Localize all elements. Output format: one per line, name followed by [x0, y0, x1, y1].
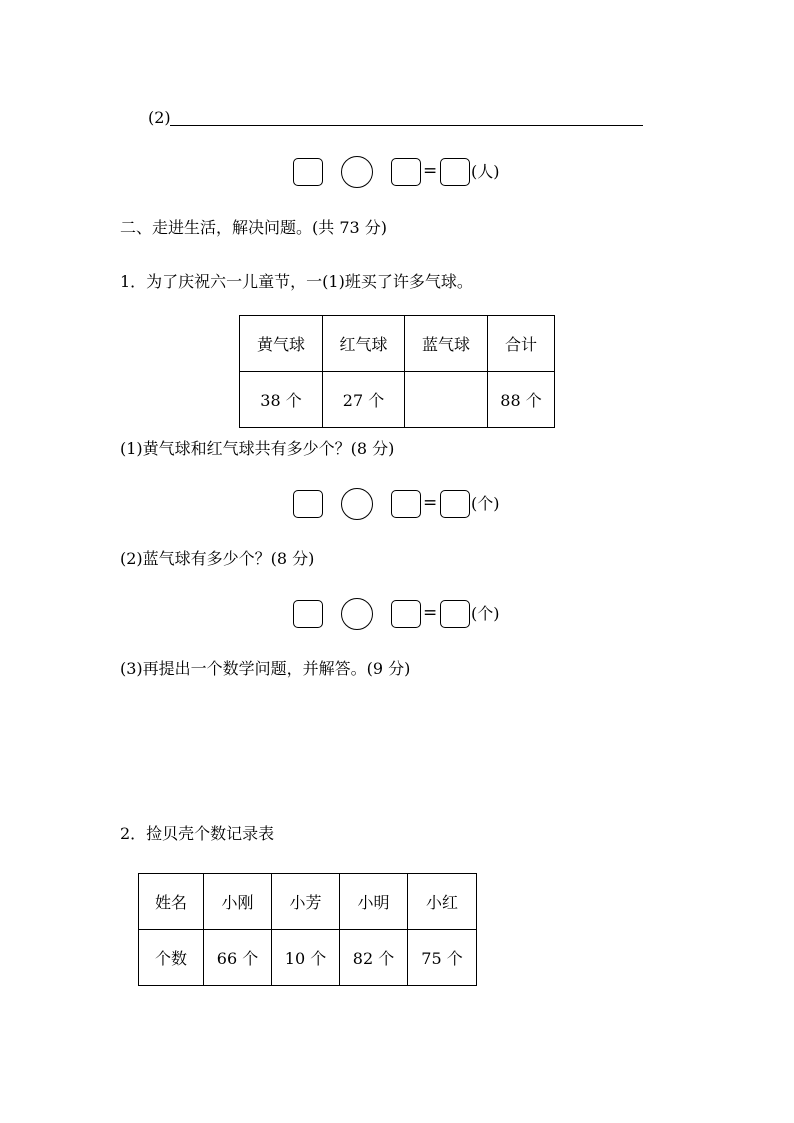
table-header-cell: 小红	[408, 874, 477, 930]
equals-sign: =	[423, 493, 438, 513]
answer-line[interactable]	[170, 125, 643, 126]
answer-area[interactable]	[120, 690, 640, 810]
table-cell: 75 个	[408, 930, 477, 986]
equals-sign: =	[423, 603, 438, 623]
unit-label: (人)	[471, 162, 500, 181]
unit-label: (个)	[471, 604, 500, 623]
table-cell: 66 个	[204, 930, 272, 986]
answer-box[interactable]	[293, 158, 323, 186]
answer-box[interactable]	[391, 490, 421, 518]
sub-question-text: (1)黄气球和红气球共有多少个？(8 分)	[120, 439, 395, 458]
shell-record-table	[138, 873, 477, 986]
table-header-cell: 小芳	[272, 874, 340, 930]
result-box[interactable]	[440, 490, 470, 518]
table-cell: 27 个	[323, 372, 405, 428]
table-header-cell: 小明	[340, 874, 408, 930]
table-header-cell: 合计	[488, 316, 555, 372]
answer-box[interactable]	[391, 600, 421, 628]
sub-question-label: (2)	[148, 108, 171, 127]
equals-sign: =	[423, 161, 438, 181]
sub-question-text: (3)再提出一个数学问题，并解答。(9 分)	[120, 659, 411, 678]
result-box[interactable]	[440, 600, 470, 628]
answer-box[interactable]	[293, 490, 323, 518]
table-header-cell: 小刚	[204, 874, 272, 930]
unit-label: (个)	[471, 494, 500, 513]
operator-circle[interactable]	[341, 488, 373, 520]
table-cell-blank[interactable]	[405, 372, 488, 428]
table-cell: 82 个	[340, 930, 408, 986]
answer-box[interactable]	[293, 600, 323, 628]
balloon-table	[239, 315, 555, 428]
result-box[interactable]	[440, 158, 470, 186]
operator-circle[interactable]	[341, 156, 373, 188]
table-header-cell: 姓名	[139, 874, 204, 930]
operator-circle[interactable]	[341, 598, 373, 630]
table-header-cell: 红气球	[323, 316, 405, 372]
table-header-cell: 蓝气球	[405, 316, 488, 372]
table-cell: 88 个	[488, 372, 555, 428]
table-cell: 38 个	[240, 372, 323, 428]
table-header-cell: 黄气球	[240, 316, 323, 372]
sub-question-text: (2)蓝气球有多少个？(8 分)	[120, 549, 315, 568]
question-title: 2．捡贝壳个数记录表	[120, 824, 275, 843]
question-title: 1．为了庆祝六一儿童节，一(1)班买了许多气球。	[120, 272, 473, 291]
table-row-label: 个数	[139, 930, 204, 986]
answer-box[interactable]	[391, 158, 421, 186]
section-heading: 二、走进生活，解决问题。(共 73 分)	[120, 218, 388, 237]
table-cell: 10 个	[272, 930, 340, 986]
